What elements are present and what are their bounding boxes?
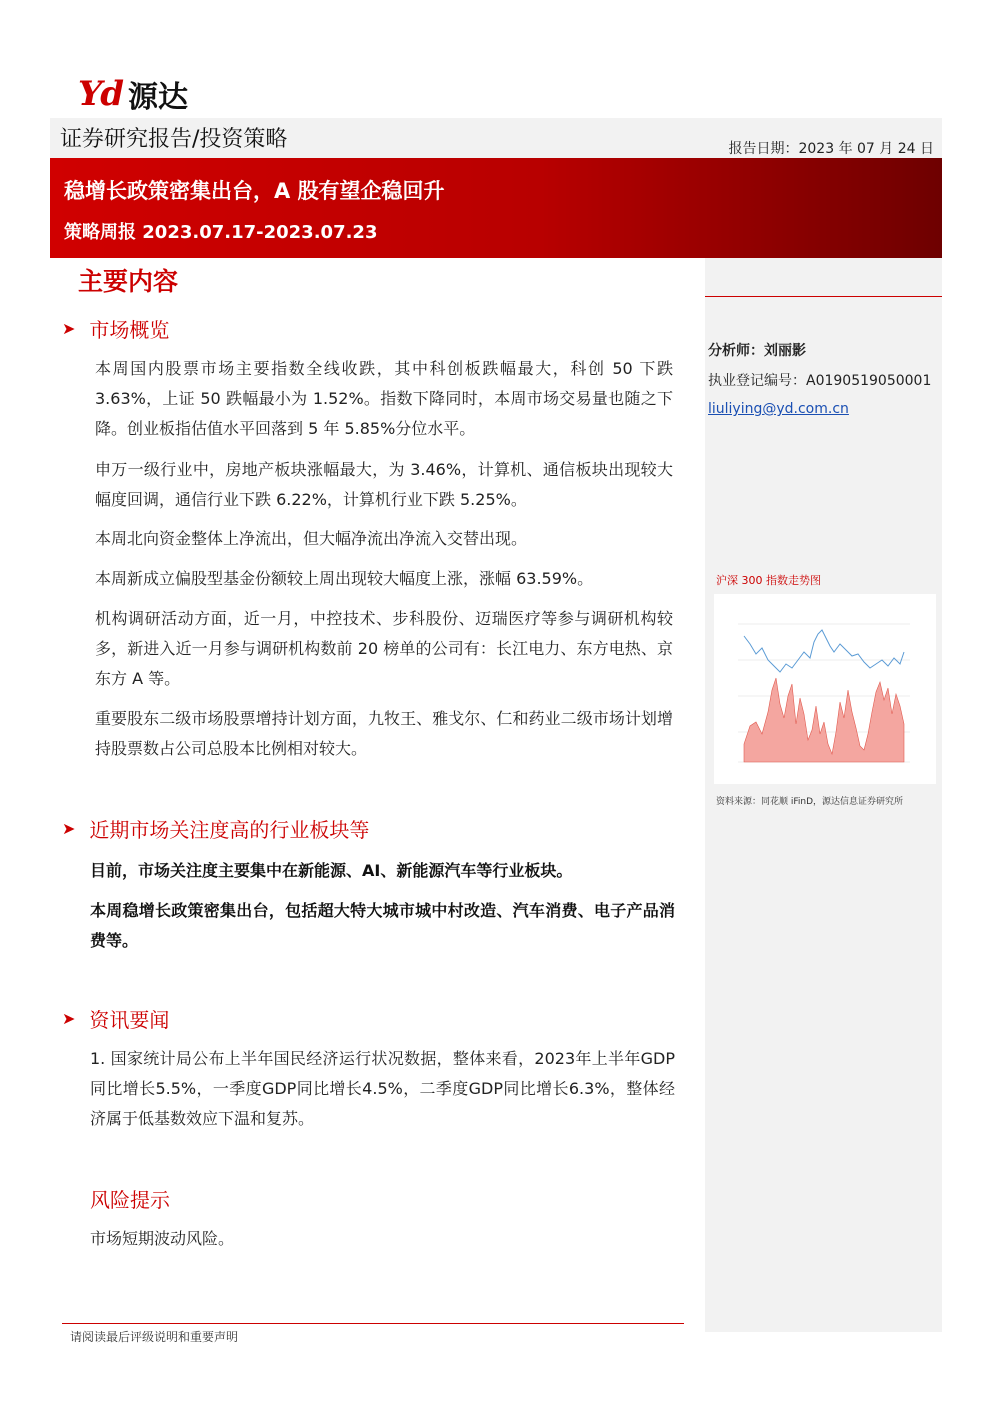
- risk-text: 市场短期波动风险。: [90, 1229, 235, 1248]
- section-heading-label: 市场概览: [89, 318, 170, 342]
- arrow-bullet-icon: ➤: [62, 1009, 76, 1028]
- index-trend-chart-svg: [714, 594, 936, 784]
- analyst-license: 执业登记编号：A0190519050001: [708, 373, 932, 389]
- paragraph: 机构调研活动方面，近一月，中控技术、步科股份、迈瑞医疗等参与调研机构较多，新进入近一月参与调研机构数前 20 榜单的公司有：长江电力、东方电热、京东方 A 等。: [95, 609, 673, 688]
- index-line-series: [744, 630, 904, 672]
- paragraph: 本周国内股票市场主要指数全线收跌，其中科创板跌幅最大，科创 50 下跌 3.63%，上证 50 跌幅最小为 1.52%。指数下降同时，本周市场交易量也随之下降。创业板指估值水平回落到 5 年 5.85%分位水平。: [95, 359, 673, 438]
- analyst-email-link[interactable]: liuliying@yd.com.cn: [708, 401, 849, 417]
- report-title: 稳增长政策密集出台，A 股有望企稳回升: [64, 179, 445, 203]
- section-heading-label: 近期市场关注度高的行业板块等: [89, 818, 370, 842]
- report-category: 证券研究报告/投资策略: [60, 127, 288, 152]
- paragraph: 本周北向资金整体上净流出，但大幅净流出净流入交替出现。: [95, 529, 528, 548]
- section-heading-label: 资讯要闻: [89, 1008, 170, 1032]
- paragraph: 重要股东二级市场股票增持计划方面，九牧王、雅戈尔、仁和药业二级市场计划增持股票数占公司总股本比例相对较大。: [95, 709, 673, 758]
- volume-area-series: [744, 678, 904, 762]
- main-content-title: 主要内容: [78, 267, 179, 296]
- logo-text: 源达: [128, 80, 189, 115]
- paragraph: 本周新成立偏股型基金份额较上周出现较大幅度上涨，涨幅 63.59%。: [95, 569, 594, 588]
- paragraph: 本周稳增长政策密集出台，包括超大特大城市城中村改造、汽车消费、电子产品消费等。: [90, 901, 675, 950]
- paragraph: 目前，市场关注度主要集中在新能源、AI、新能源汽车等行业板块。: [90, 861, 573, 880]
- index-trend-chart: [714, 594, 936, 784]
- paragraph: 1. 国家统计局公布上半年国民经济运行状况数据，整体来看，2023年上半年GDP同比增长5.5%，一季度GDP同比增长4.5%，二季度GDP同比增长6.3%，整体经济属于低基数效应下温和复苏。: [90, 1049, 675, 1128]
- chart-title: 沪深 300 指数走势图: [716, 574, 821, 587]
- risk-heading: 风险提示: [90, 1188, 170, 1212]
- section-heading-news: [62, 1004, 169, 1033]
- logo-mark: Yd: [78, 74, 123, 114]
- report-subtitle: 策略周报 2023.07.17-2023.07.23: [64, 222, 378, 243]
- section-heading-market-overview: [62, 314, 169, 343]
- arrow-bullet-icon: ➤: [62, 819, 76, 838]
- paragraph: 申万一级行业中，房地产板块涨幅最大，为 3.46%，计算机、通信板块出现较大幅度回调，通信行业下跌 6.22%，计算机行业下跌 5.25%。: [95, 460, 673, 509]
- arrow-bullet-icon: ➤: [62, 319, 76, 338]
- brand-logo: [78, 72, 188, 116]
- analyst-name: 分析师：刘丽影: [708, 343, 806, 359]
- chart-source: 资料来源：同花顺 iFinD，源达信息证券研究所: [716, 797, 904, 807]
- section-heading-hot-sectors: [62, 814, 369, 843]
- footer-divider: [62, 1323, 684, 1324]
- report-date: 报告日期：2023 年 07 月 24 日: [728, 141, 934, 157]
- sidebar-divider: [705, 296, 942, 297]
- footer-disclaimer: 请阅读最后评级说明和重要声明: [70, 1330, 239, 1344]
